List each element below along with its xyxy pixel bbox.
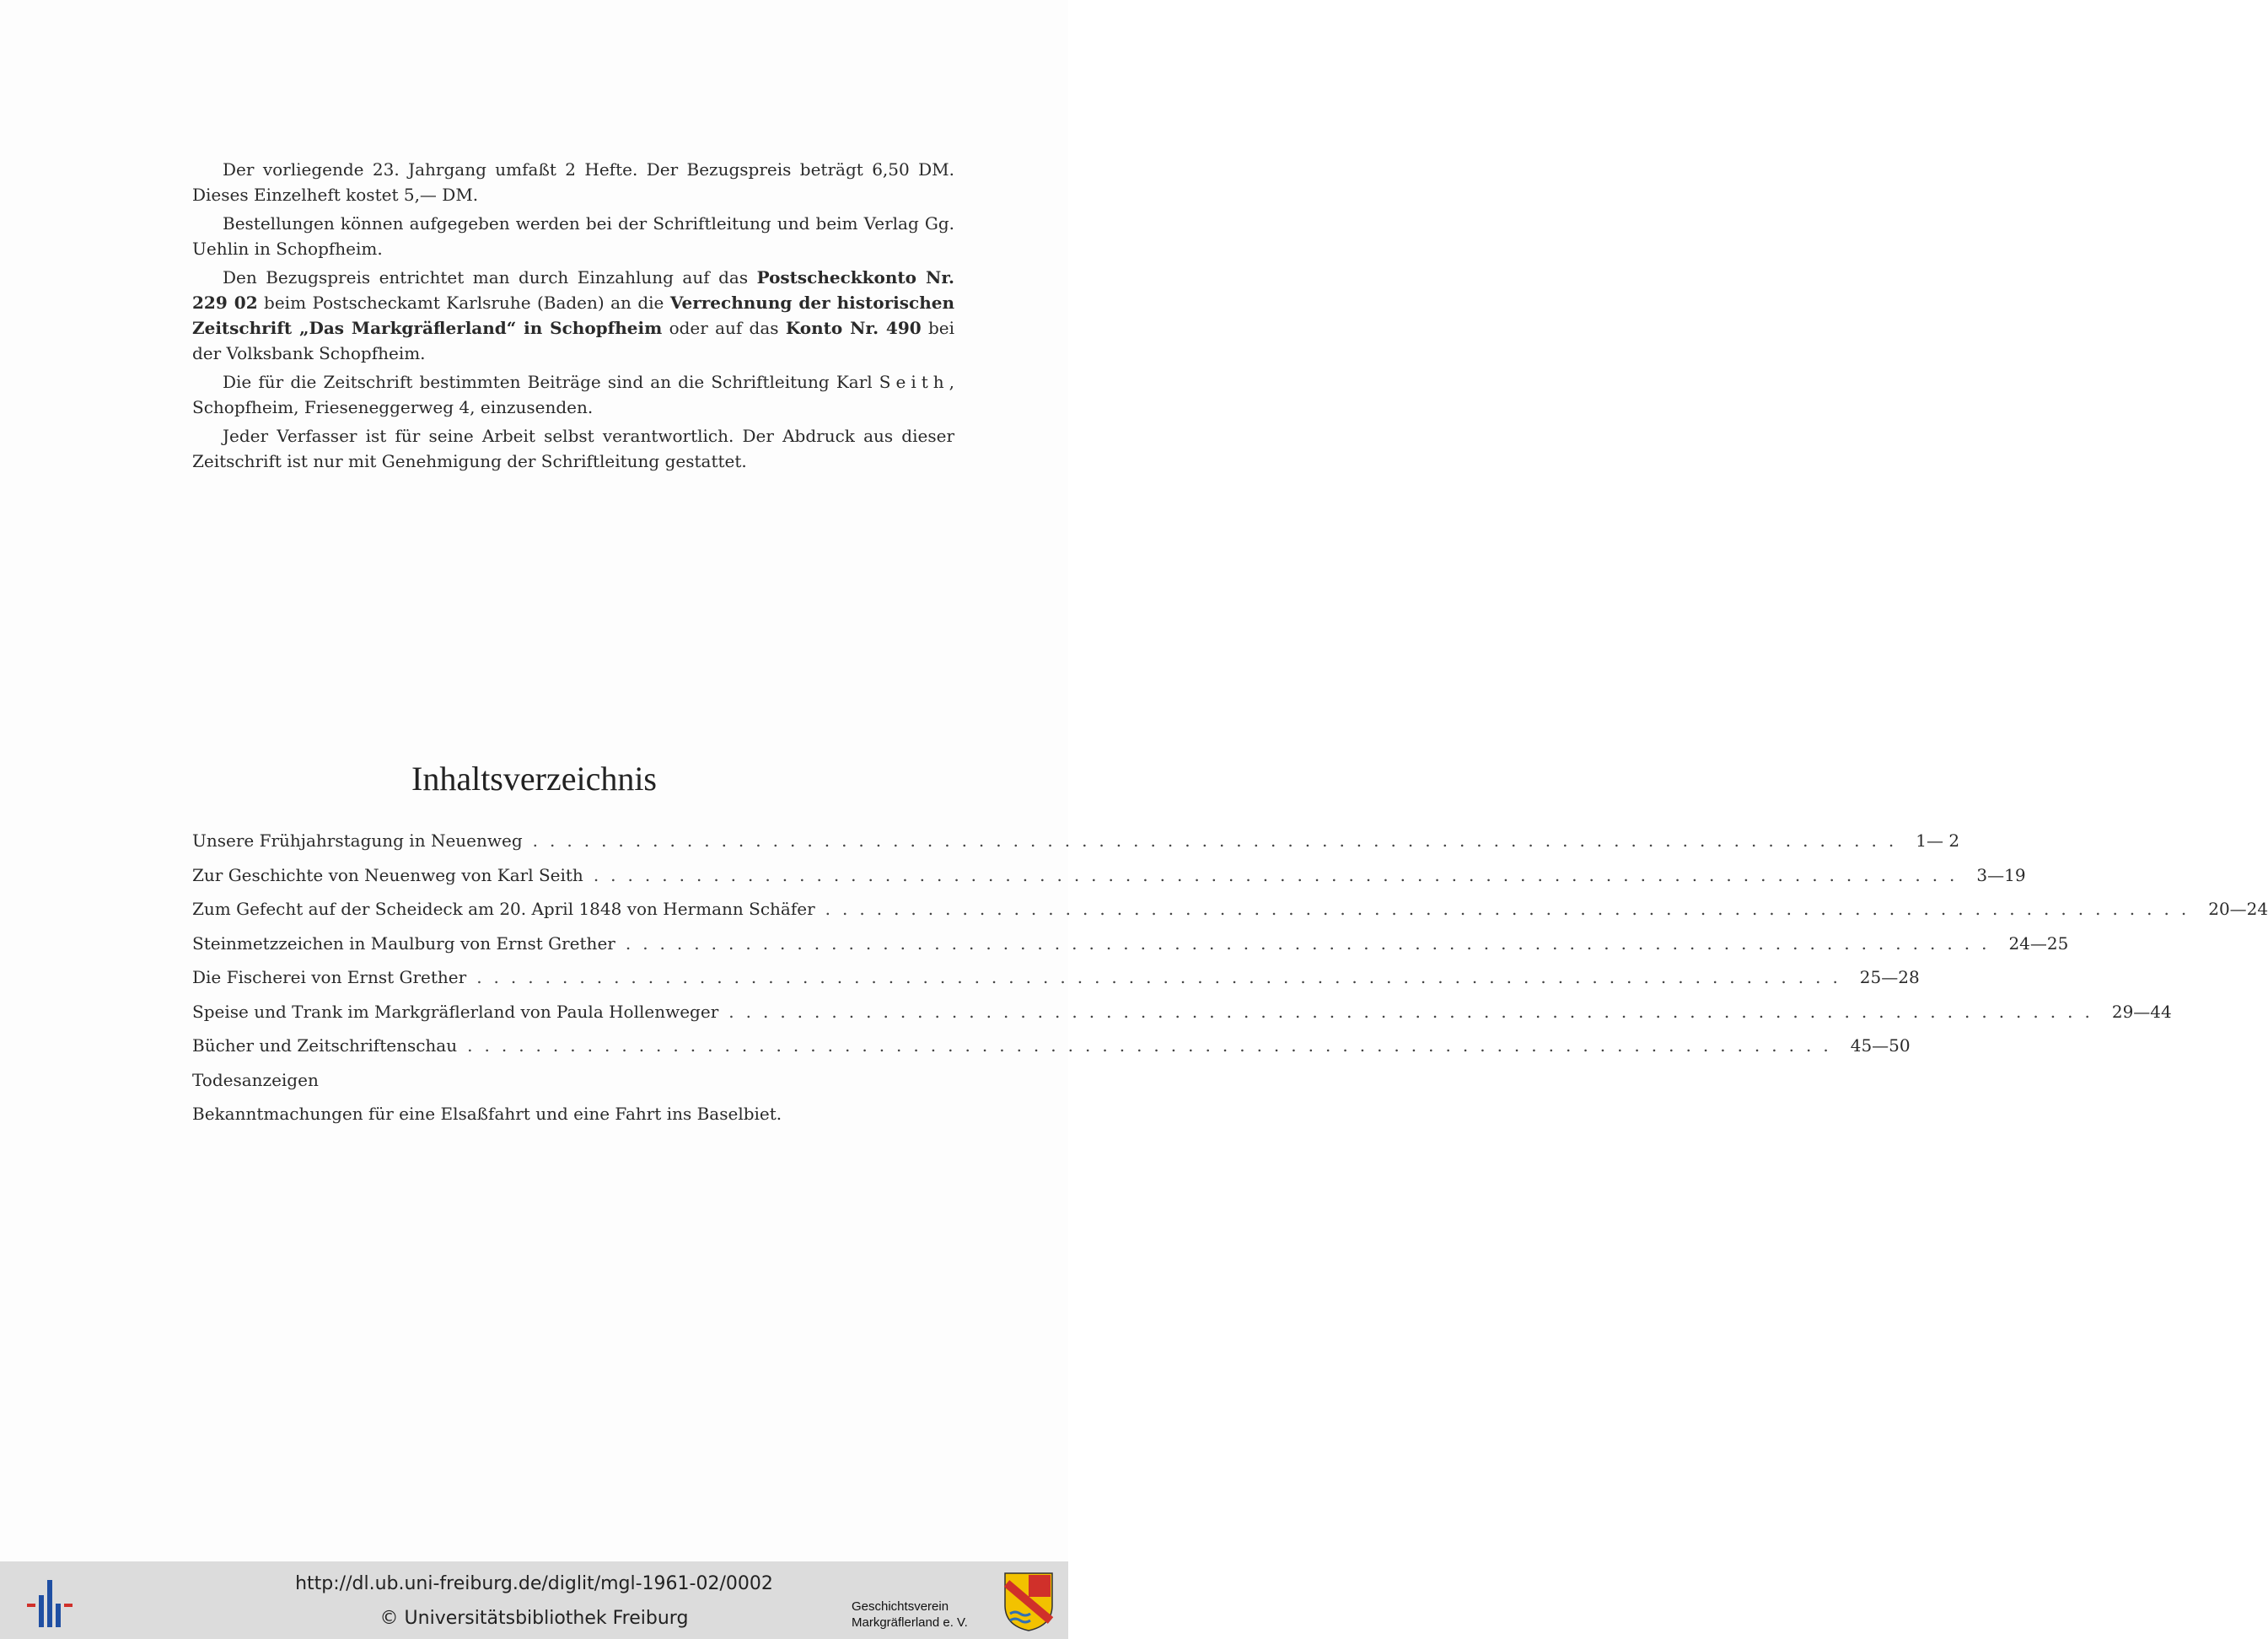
table-of-contents [192, 830, 2268, 1138]
toc-entry-pages: 24—25 [2008, 932, 2069, 954]
toc-entry-title: Bekanntmachungen für eine Elsaßfahrt und eine Fahrt ins Baselbiet. [192, 1104, 782, 1124]
toc-leader-dots: ................................................................................ [593, 864, 1967, 885]
toc-entry [192, 830, 1960, 865]
toc-leader-dots: ................................................................................ [625, 932, 1999, 954]
toc-entry [192, 932, 2069, 968]
toc-leader-dots: ................................................................................ [825, 899, 2199, 919]
toc-entry [192, 1035, 1911, 1070]
editor-name: Seith [879, 372, 949, 392]
toc-entry-title: Bücher und Zeitschriftenschau [192, 1035, 458, 1056]
toc-entry-pages: 3—19 [1976, 864, 2026, 885]
toc-entry [192, 1070, 954, 1104]
toc-entry-title: Steinmetzzeichen in Maulburg von Ernst Grether [192, 932, 615, 954]
toc-entry-title: Zum Gefecht auf der Scheideck am 20. April 1848 von Hermann Schäfer [192, 899, 815, 919]
account-holder: Verrechnung der historischen Zeitschrift „Das Markgräflerland“ in Schopfheim [192, 293, 954, 338]
intro-paragraph-price: Der vorliegende 23. Jahrgang umfaßt 2 Hefte. Der Bezugspreis beträgt 6,50 DM. Dieses Einzelheft kostet 5,— DM. [192, 159, 954, 205]
toc-entry [192, 864, 2026, 900]
toc-entry-pages: 29—44 [2111, 1001, 2172, 1022]
toc-entry-pages: 20—24 [2208, 899, 2268, 919]
postscheck-account: Postscheckkonto Nr. 229 02 [192, 267, 954, 313]
toc-entry-title: Todesanzeigen [192, 1069, 319, 1090]
bank-account: Konto Nr. 490 [785, 318, 922, 338]
toc-entry [192, 899, 2268, 933]
intro-paragraph-payment: Den Bezugspreis entrichtet man durch Einzahlung auf das Postscheckkonto Nr. 229 02 beim Postscheckamt Karlsruhe (Baden) an die Verrechnung der historischen Zeitschrift „Das Markgräflerland“ in Schopfheim oder auf das Konto Nr. 490 bei der Volksbank Schopfheim. [192, 267, 954, 363]
markgraeflerland-crest-icon [1003, 1572, 1054, 1632]
footer-url[interactable]: http://dl.ub.uni-freiburg.de/diglit/mgl-1961-02/0002 [295, 1573, 773, 1594]
toc-entry-title: Unsere Frühjahrstagung in Neuenweg [192, 830, 523, 851]
toc-entry [192, 1001, 2172, 1036]
toc-entry [192, 967, 1920, 1002]
org-name: Geschichtsverein Markgräflerland e. V. [852, 1599, 968, 1630]
toc-entry-pages: 1— 2 [1916, 830, 1960, 851]
intro-paragraph-orders: Bestellungen können aufgegeben werden bei der Schriftleitung und beim Verlag Gg. Uehlin in Schopfheim. [192, 213, 954, 259]
footer-bar [0, 1561, 1068, 1639]
intro-paragraph-responsibility: Jeder Verfasser ist für seine Arbeit selbst verantwortlich. Der Abdruck aus dieser Zeitschrift ist nur mit Genehmigung der Schriftleitung gestattet. [192, 426, 954, 471]
intro-paragraph-contributions: Die für die Zeitschrift bestimmten Beiträge sind an die Schriftleitung Karl Seith, Schopfheim, Frieseneggerweg 4, einzusenden. [192, 372, 954, 417]
toc-leader-dots: ................................................................................ [467, 1035, 1841, 1056]
toc-leader-dots: ................................................................................ [728, 1001, 2102, 1022]
toc-entry-pages: 25—28 [1859, 967, 1920, 987]
toc-entry-title: Zur Geschichte von Neuenweg von Karl Seith [192, 864, 583, 885]
toc-entry-title: Speise und Trank im Markgräflerland von Paula Hollenweger [192, 1001, 719, 1022]
toc-leader-dots: ................................................................................ [532, 830, 1906, 851]
toc-title: Inhaltsverzeichnis [411, 760, 657, 798]
toc-entry [192, 1104, 954, 1138]
toc-leader-dots: ................................................................................ [476, 967, 1850, 987]
toc-entry-title: Die Fischerei von Ernst Grether [192, 967, 467, 987]
footer-copyright: © Universitätsbibliothek Freiburg [379, 1608, 689, 1629]
intro-section [192, 157, 954, 477]
toc-entry-pages: 45—50 [1850, 1035, 1911, 1056]
